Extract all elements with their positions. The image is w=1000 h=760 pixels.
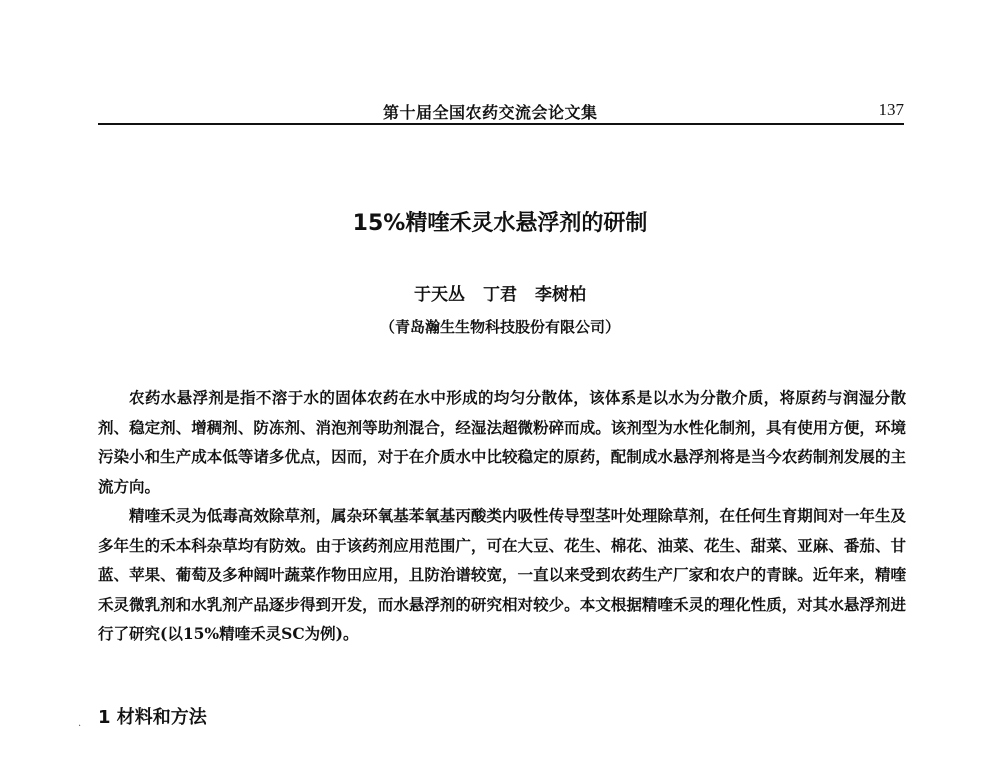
article-title: 15%精喹禾灵水悬浮剂的研制 <box>352 211 648 236</box>
scan-mark: . <box>78 718 82 729</box>
page-number: 137 <box>878 100 904 119</box>
author-name: 李树柏 <box>535 285 586 305</box>
running-header <box>98 96 904 126</box>
author-affiliation: （青岛瀚生生物科技股份有限公司） <box>379 318 620 336</box>
article-body <box>98 383 906 649</box>
body-paragraph: 农药水悬浮剂是指不溶于水的固体农药在水中形成的均匀分散体，该体系是以水为分散介质，将原药与润湿分散剂、稳定剂、增稠剂、防冻剂、消泡剂等助剂混合，经湿法超微粉碎而成。该剂型为水性化制剂，具有使用方便，环境污染小和生产成本低等诸多优点，因而，对于在介质水中比较稳定的原药，配制成水悬浮剂将是当今农药制剂发展的主流方向。 <box>98 388 906 496</box>
header-rule <box>98 123 904 125</box>
body-paragraph: 精喹禾灵为低毒高效除草剂，属杂环氧基苯氧基丙酸类内吸性传导型茎叶处理除草剂，在任何生育期间对一年生及多年生的禾本科杂草均有防效。由于该药剂应用范围广，可在大豆、花生、棉花、油菜、花生、甜菜、亚麻、番茄、甘蓝、苹果、葡萄及多种阔叶蔬菜作物田应用，且防治谱较宽，一直以来受到农药生产厂家和农户的青睐。近年来，精喹禾灵微乳剂和水乳剂产品逐步得到开发，而水悬浮剂的研究相对较少。本文根据精喹禾灵的理化性质，对其水悬浮剂进行了研究(以15%精喹禾灵SC为例)。 <box>98 506 906 643</box>
author-name: 丁君 <box>483 285 517 305</box>
author-list <box>0 280 1000 305</box>
author-name: 于天丛 <box>414 285 465 305</box>
proceedings-title: 第十届全国农药交流会论文集 <box>383 103 598 122</box>
section-heading: 1 材料和方法 <box>98 707 207 728</box>
